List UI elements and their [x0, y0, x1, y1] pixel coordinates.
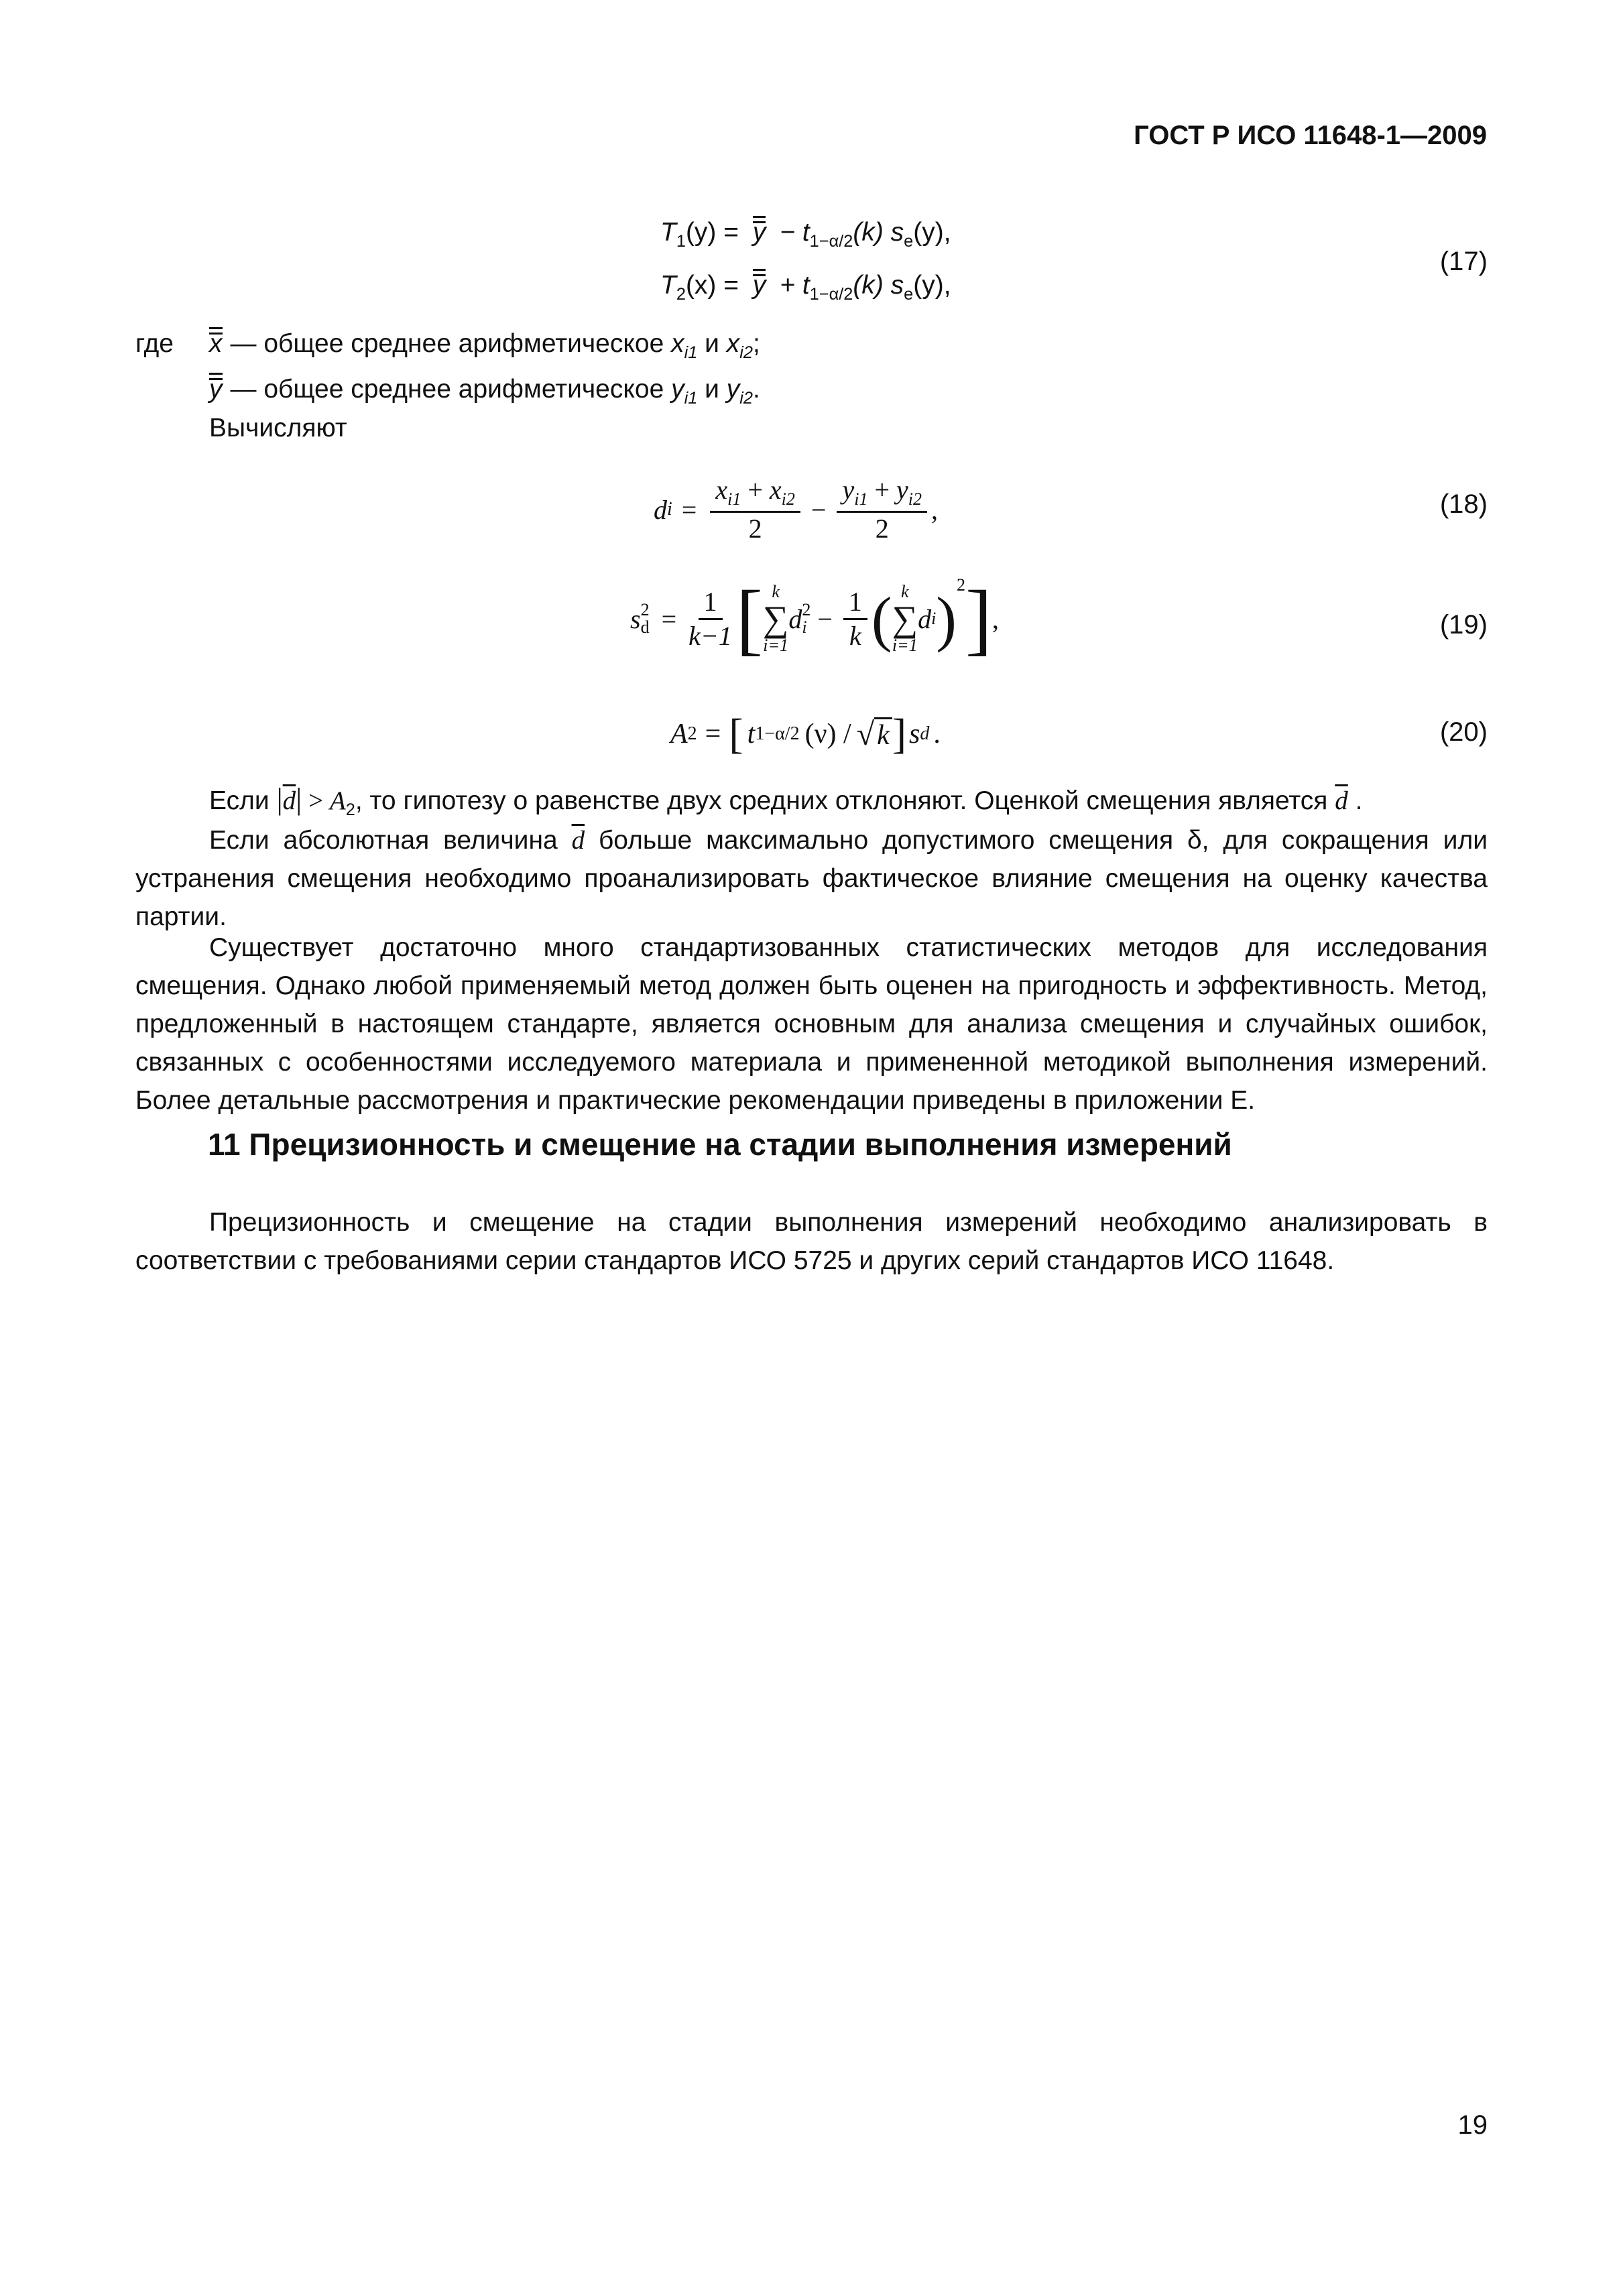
left-bracket: [ — [735, 574, 763, 663]
section-heading: 11 Прецизионность и смещение на стадии выполнения измерений — [208, 1127, 1232, 1162]
equation-18: d i = $\frac{x_{i1} + x_{i2}}{2}$ − $\frac{y_{i1} + y_{i2}}{2}$ , — [654, 475, 939, 544]
equation-number-18: (18) — [1439, 489, 1488, 519]
sum-2: k ∑ i=1 — [892, 582, 918, 655]
equation-number-17: (17) — [1439, 247, 1488, 276]
right-paren: ) — [936, 585, 957, 653]
equation-19: s 2 d = $\frac{1}{k-1}$ [ k ∑ i=1 d 2 i − $\frac{1}{k}$ ( k ∑ i=1 d i ) $^2$ ] , — [630, 574, 999, 663]
fraction-1-over-k: $\frac{1}{k}$ — [843, 587, 867, 651]
sum-1: k ∑ i=1 — [762, 582, 789, 655]
equation-17-line-1: $T_1(y) = y - t_{1-\alpha/2}(k)$ $s_e(y)$, — [660, 213, 951, 261]
double-bar-y: y — [753, 266, 766, 304]
page-number: 19 — [1457, 2110, 1488, 2140]
fraction-y: $\frac{y_{i1} + y_{i2}}{2}$ — [837, 475, 927, 544]
fraction-x: $\frac{x_{i1} + x_{i2}}{2}$ — [710, 475, 800, 544]
paragraph-absolute-value: Если абсолютная величина $\overline{d}$ больше максимально допустимого смещения δ, для сокращения или устранения смещения необходимо проанализировать фактическое влияние смещения на оценку качества партии. — [135, 826, 1488, 931]
paragraph-methods: Существует достаточно много стандартизованных статистических методов для исследования смещения. Однако любой применяемый метод должен быть оценен на пригодность и эффективность. Метод, предложенный в настоящем стандарте, является основным для анализа смещения и случайных ошибок, связанных с особенностями исследуемого материала и примененной методикой выполнения измерений. Более детальные рассмотрения и практические рекомендации приведены в приложении Е. — [135, 933, 1488, 1115]
equation-20: A 2 = [ t 1−α/2 (ν) / √ k ] s d . — [670, 710, 941, 758]
paragraph-precision: Прецизионность и смещение на стадии выполнения измерений необходимо анализировать в соответствии с требованиями серии стандартов ИСО 5725 и других серий стандартов ИСО 11648. — [135, 1208, 1488, 1275]
where-line-x: x — общее среднее арифметическое $x_{i1}$ и $x_{i2}$; — [209, 324, 760, 372]
where-word: где — [135, 329, 174, 358]
compute-word: Вычисляют — [209, 414, 347, 442]
equation-17-line-2: $T_2(x) = y + t_{1-\alpha/2}(k)$ $s_e(y)$, — [660, 266, 951, 314]
document-header: ГОСТ Р ИСО 11648-1—2009 — [1134, 121, 1487, 150]
double-bar-y: y — [753, 213, 766, 251]
equation-number-19: (19) — [1439, 610, 1488, 640]
equation-number-20: (20) — [1439, 717, 1488, 747]
left-paren: ( — [871, 585, 892, 653]
fraction-1-over-k-1: $\frac{1}{k-1}$ — [688, 586, 732, 651]
where-line-y: y — общее среднее арифметическое $y_{i1}$ и $y_{i2}$. — [209, 370, 760, 418]
right-bracket: ] — [965, 574, 992, 663]
paragraph-hypothesis: Если $|\overline{d}| > A_2$, то гипотезу о равенстве двух средних отклоняют. Оценкой смещения является $\overline{d}$ . — [209, 782, 1363, 819]
